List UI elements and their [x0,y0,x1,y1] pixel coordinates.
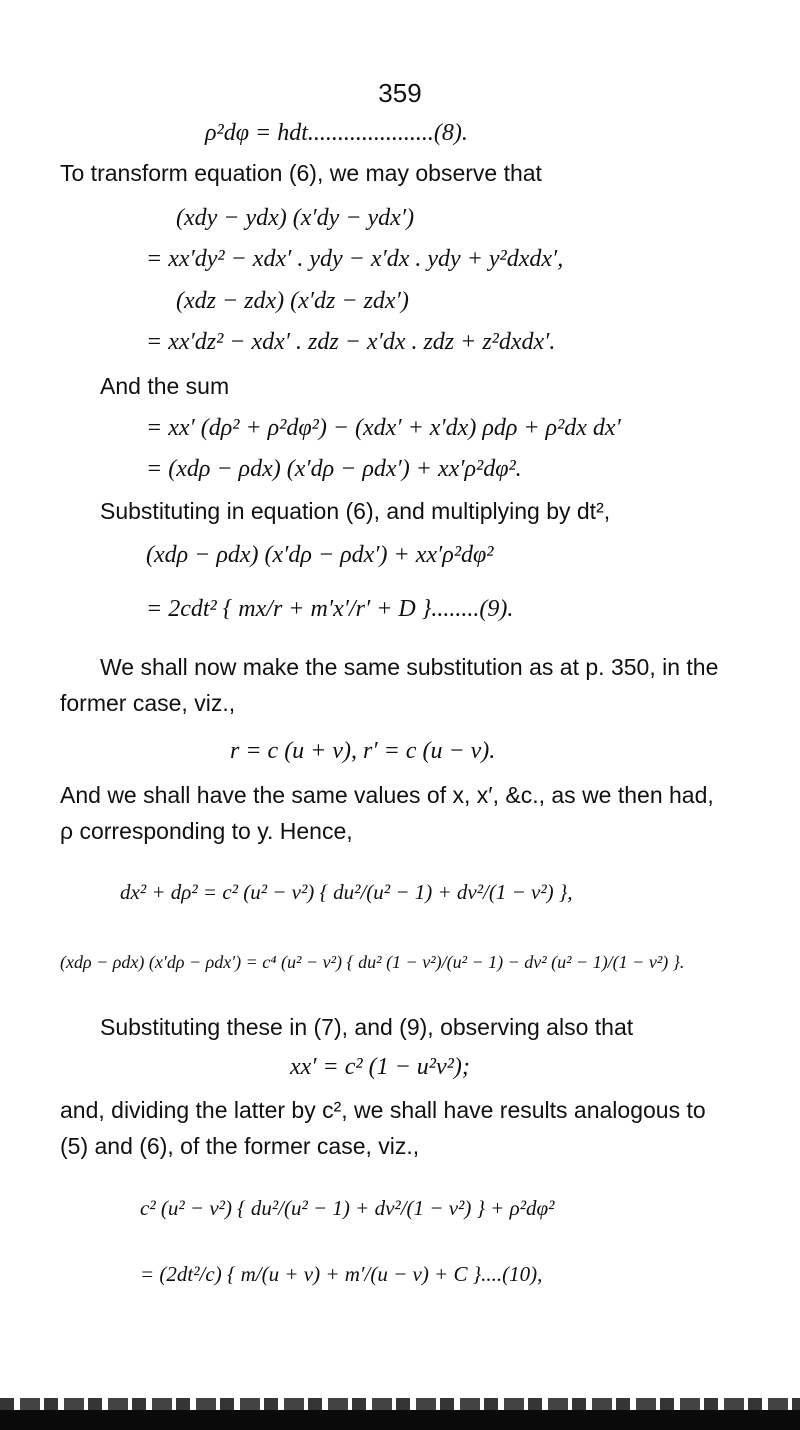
equation-8: ρ²dφ = hdt.....................(8). [205,120,468,146]
paragraph-line: former case, viz., [60,690,236,716]
paragraph-line: Substituting in equation (6), and multiplying by dt², [100,498,611,524]
equation-line: = (xdρ − ρdx) (x′dρ − ρdx′) + xx′ρ²dφ². [146,456,522,482]
equation-line: = xx′dy² − xdx′ . ydy − x′dx . ydy + y²dxdx′, [146,246,564,272]
paragraph-line: (5) and (6), of the former case, viz., [60,1133,420,1159]
paragraph-line: And we shall have the same values of x, x′, &c., as we then had, [60,782,714,808]
paragraph-line: and, dividing the latter by c², we shall have results analogous to [60,1097,706,1123]
equation-line: r = c (u + v), r′ = c (u − v). [230,738,496,764]
paragraph-line: We shall now make the same substitution as at p. 350, in the [100,654,719,680]
paragraph-line: To transform equation (6), we may observe that [60,160,542,186]
equation-line: c² (u² − v²) { du²/(u² − 1) + dv²/(1 − v²) } + ρ²dφ² [140,1196,555,1220]
equation-line: = xx′ (dρ² + ρ²dφ²) − (xdx′ + x′dx) ρdρ + ρ²dx dx′ [146,415,621,441]
scan-edge-bar [0,1410,800,1430]
equation-line: dx² + dρ² = c² (u² − v²) { du²/(u² − 1) + dv²/(1 − v²) }, [120,880,573,904]
page-number: 359 [378,78,422,108]
paragraph-line: And the sum [100,373,230,399]
equation-10: = (2dt²/c) { m/(u + v) + m′/(u − v) + C }....(10), [140,1262,543,1286]
equation-line: xx′ = c² (1 − u²v²); [290,1054,470,1080]
equation-line: (xdρ − ρdx) (x′dρ − ρdx′) + xx′ρ²dφ² [146,542,494,568]
equation-9: = 2cdt² { mx/r + m′x′/r′ + D }........(9). [146,596,514,622]
paragraph-line: ρ corresponding to y. Hence, [60,818,353,844]
equation-line: = xx′dz² − xdx′ . zdz − x′dx . zdz + z²dxdx′. [146,329,556,355]
equation-line: (xdz − zdx) (x′dz − zdx′) [176,288,409,314]
equation-line: (xdy − ydx) (x′dy − ydx′) [176,205,415,231]
equation-line: (xdρ − ρdx) (x′dρ − ρdx′) = c⁴ (u² − v²) { du² (1 − v²)/(u² − 1) − dv² (u² − 1)/(1 − v²) }. [60,952,685,972]
paragraph-line: Substituting these in (7), and (9), observing also that [100,1014,634,1040]
